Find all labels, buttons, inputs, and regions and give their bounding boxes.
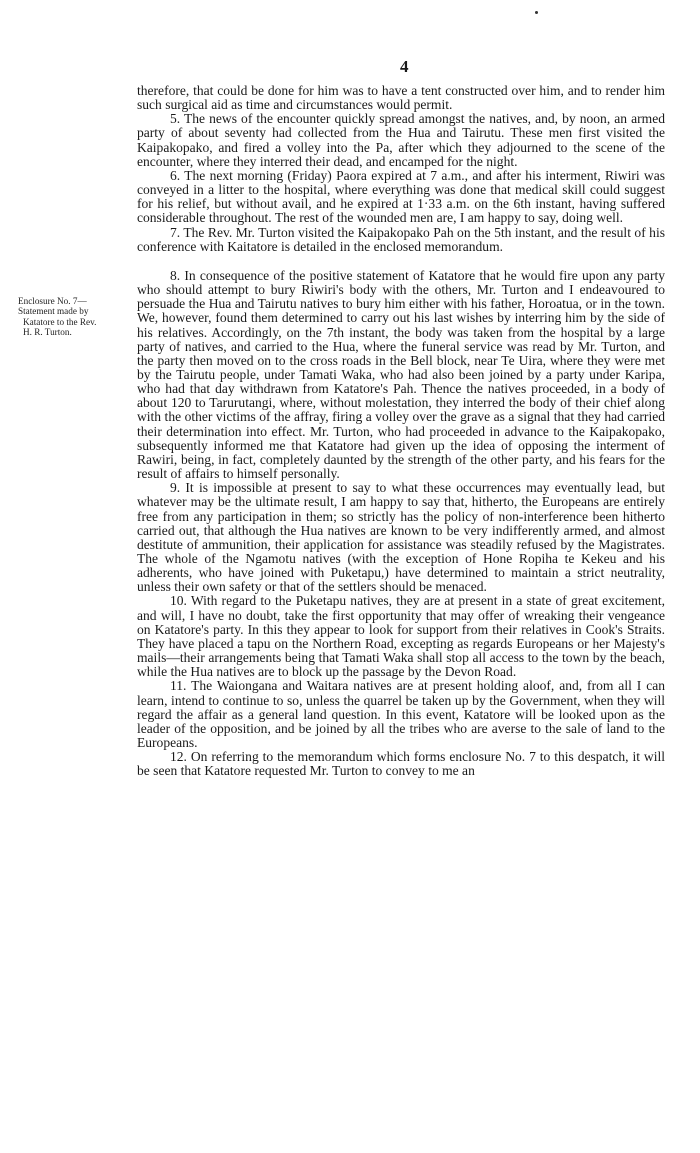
margin-note-line: Enclosure No. 7— <box>18 296 87 306</box>
paragraph-12: 12. On referring to the memorandum which forms enclosure No. 7 to this despatch, it will be seen that Katatore requested Mr. Turton to convey to me an <box>137 749 665 779</box>
paragraph-continuation: therefore, that could be done for him was to have a tent constructed over him, and to render him such surgical aid as time and circumstances would permit. <box>137 83 665 113</box>
paragraph-gap <box>137 254 665 269</box>
margin-note-line: H. R. Turton. <box>23 326 72 337</box>
margin-note-line: Katatore to the Rev. <box>23 316 97 327</box>
paragraph-10: 10. With regard to the Puketapu natives, they are at present in a state of great excitement, and will, I have no doubt, take the first opportunity that may offer of wreaking their vengeance on Katatore's party. In this they appear to look for support from their relatives in Cook's Straits. They have placed a tapu on the Northern Road, excepting as regards Europeans or her Majesty's mails—their arrangements being that Tamati Waka shall stop all access to the town by the beach, while the Hua natives are to block up the passage by the Devon Road. <box>137 593 665 680</box>
margin-note-line: Statement made by <box>18 306 89 317</box>
paragraph-5: 5. The news of the encounter quickly spread amongst the natives, and, by noon, an armed party of about seventy had collected from the Hua and Tairutu. These men first visited the Kaipakopako, and fired a volley into the Pa, after which they adjourned to the scene of the encounter, where they interred their dead, and encamped for the night. <box>137 111 665 169</box>
document-body <box>137 84 665 779</box>
paragraph-6: 6. The next morning (Friday) Paora expired at 7 a.m., and after his interment, Riwiri was conveyed in a litter to the hospital, where everything was done that medical skill could suggest for his relief, but without avail, and he expired at 1·33 a.m. on the 6th instant, having suffered considerable throughout. The rest of the wounded men are, I am happy to say, doing well. <box>137 167 665 226</box>
paragraph-11: 11. The Waiongana and Waitara natives are at present holding aloof, and, from all I can learn, intend to continue to so, unless the quarrel be taken up by the Government, when they will regard the affair as a general land question. In this event, Katatore will be looked upon as the leader of the opposition, and be joined by all the tribes who are averse to the sale of land to the Europeans. <box>137 678 665 751</box>
page-number: 4 <box>400 57 409 76</box>
paragraph-9: 9. It is impossible at present to say to what these occurrences may eventually lead, but whatever may be the ultimate result, I am happy to say that, hitherto, the Europeans are entirely free from any participation in them; so strictly has the policy of non-interference been hitherto carried out, that although the Hua natives are known to be very indifferently armed, and almost destitute of ammunition, their application for assistance was steadily refused by the Magistrates. The whole of the Ngamotu natives (with the exception of Hone Ropiha te Kekeu and his adherents, who have joined with Puketapu,) have determined to maintain a strict neutrality, unless their own safety or that of the settlers should be menaced. <box>137 480 665 595</box>
margin-note <box>18 296 136 337</box>
stray-dot <box>535 11 538 14</box>
paragraph-7: 7. The Rev. Mr. Turton visited the Kaipakopako Pah on the 5th instant, and the result of his conference with Kaitatore is detailed in the enclosed memorandum. <box>137 224 665 254</box>
paragraph-8: 8. In consequence of the positive statement of Katatore that he would fire upon any party who should attempt to bury Riwiri's body with the others, Mr. Turton and I endeavoured to persuade the Hua and Tairutu natives to bury him either with his father, Horoatua, or in the town. We, however, found them determined to carry out his last wishes by interring him by the side of his relatives. Accordingly, on the 7th instant, the body was taken from the hospital by a large party of natives, and carried to the Hua, where the funeral service was read by Mr. Turton, and the party then moved on to the cross roads in the Bell block, near Te Uira, where they were met by the Tairutu people, under Tamati Waka, who had also been joined by a party under Karipa, who had that day withdrawn from Katatore's Pah. Thence the natives proceeded, in a body of about 120 to Tarurutangi, where, without molestation, they interred the body of their chief along with the other victims of the affray, firing a volley over the grave as a signal that they had carried their determination into effect. Mr. Turton, who had proceeded in advance to the Kaipakopako, subsequently informed me that Katatore had given up the idea of opposing the interment of Rawiri, being, in fact, completely daunted by the strength of the other party, and his fears for the result of affairs to himself personally. <box>137 267 665 482</box>
